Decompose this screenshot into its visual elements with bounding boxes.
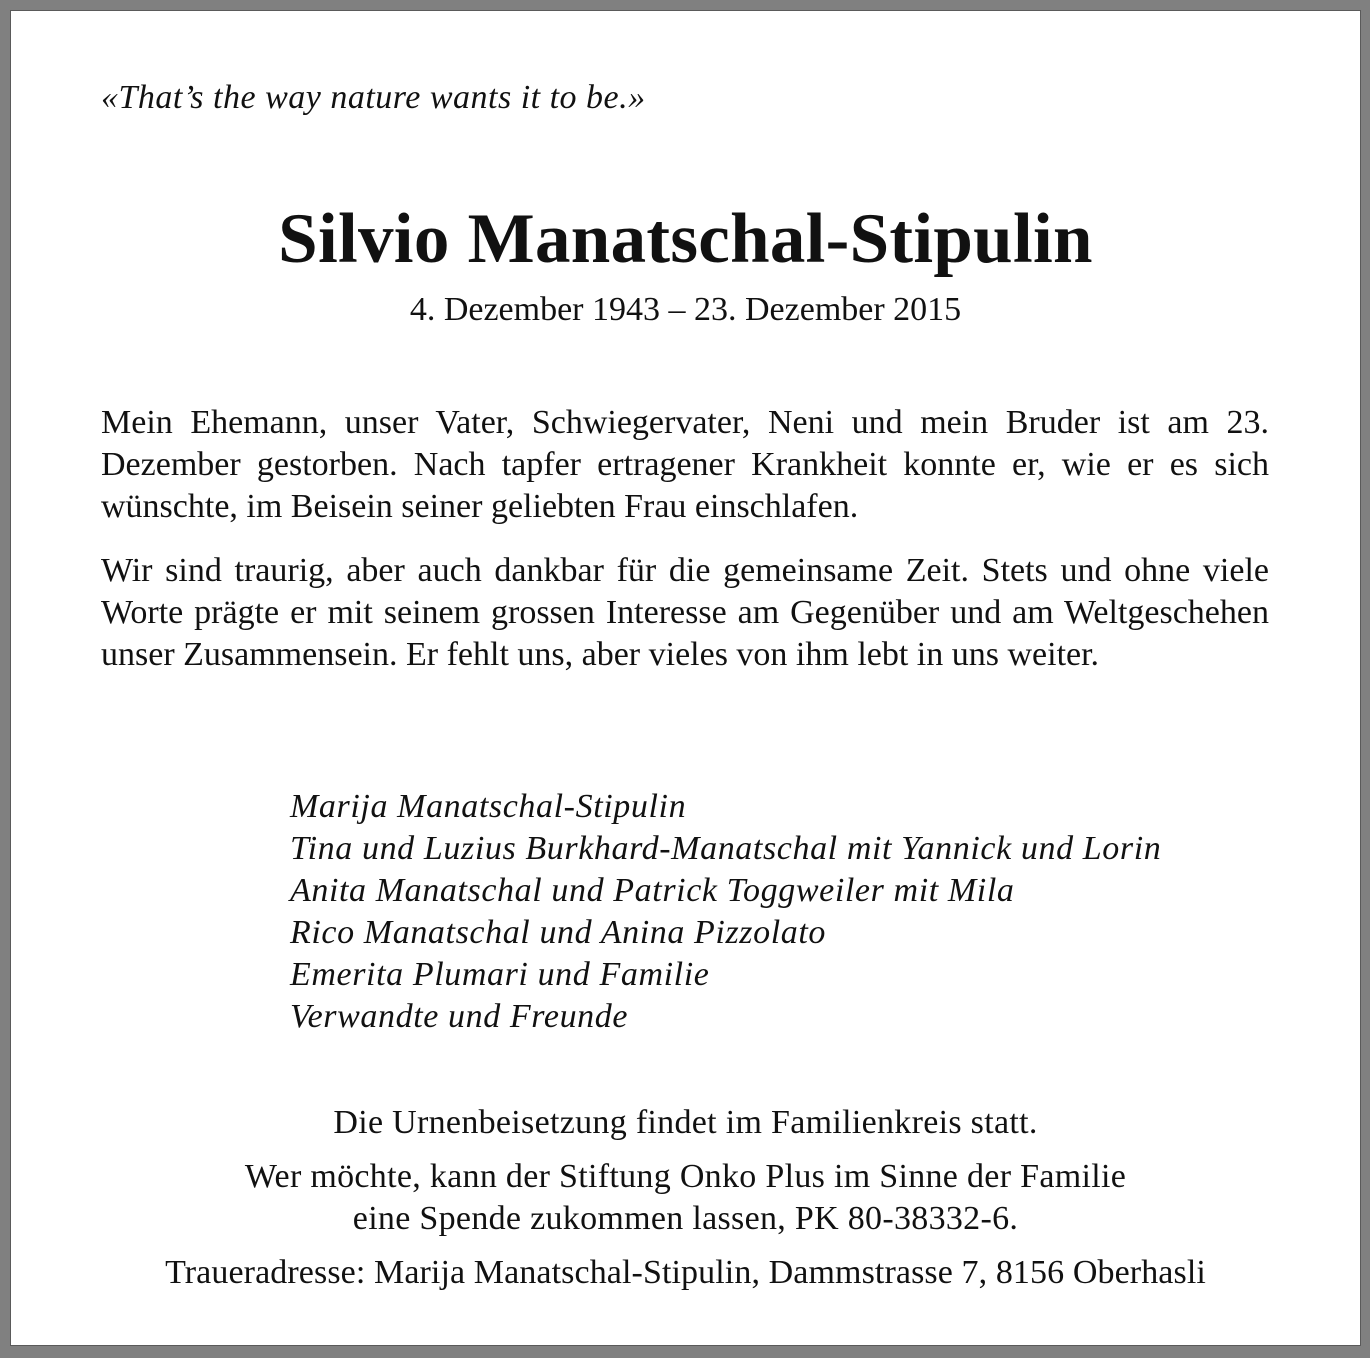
- paragraph-announcement: Mein Ehemann, unser Vater, Schwiegervater, Neni und mein Bruder ist am 23. Dezember gestorben. Nach tapfer ertragener Krankheit konnte er, wie er es sich wünschte, im Beisein seiner geliebten Frau einschlafen.: [101, 404, 1269, 525]
- obituary-page: [10, 10, 1361, 1346]
- mourner-item: Marija Manatschal-Stipulin: [290, 788, 687, 825]
- mourning-address: Traueradresse: Marija Manatschal-Stipulin, Dammstrasse 7, 8156 Oberhasli: [165, 1254, 1206, 1291]
- mourners-list: [290, 786, 1161, 1038]
- mourner-item: Rico Manatschal und Anina Pizzolato: [290, 914, 827, 951]
- paragraph-remembrance: Wir sind traurig, aber auch dankbar für die gemeinsame Zeit. Stets und ohne viele Worte prägte er mit seinem grossen Interesse am Gegenüber und am Weltgeschehen unser Zusammensein. Er fehlt uns, aber vieles von ihm lebt in uns weiter.: [101, 552, 1269, 673]
- donation-line-2: eine Spende zukommen lassen, PK 80-38332-6.: [352, 1200, 1019, 1237]
- mourner-item: Emerita Plumari und Familie: [290, 956, 710, 993]
- mourner-item: Tina und Luzius Burkhard-Manatschal mit Yannick und Lorin: [290, 830, 1162, 867]
- life-dates: 4. Dezember 1943 – 23. Dezember 2015: [409, 291, 962, 328]
- donation-line-1: Wer möchte, kann der Stiftung Onko Plus im Sinne der Familie: [244, 1158, 1127, 1195]
- deceased-name: Silvio Manatschal-Stipulin: [278, 200, 1093, 278]
- mourner-item: Anita Manatschal und Patrick Toggweiler mit Mila: [290, 872, 1015, 909]
- mourner-item: Verwandte und Freunde: [290, 998, 629, 1035]
- burial-note: Die Urnenbeisetzung findet im Familienkreis statt.: [333, 1104, 1038, 1141]
- motto-quote: «That’s the way nature wants it to be.»: [101, 79, 646, 116]
